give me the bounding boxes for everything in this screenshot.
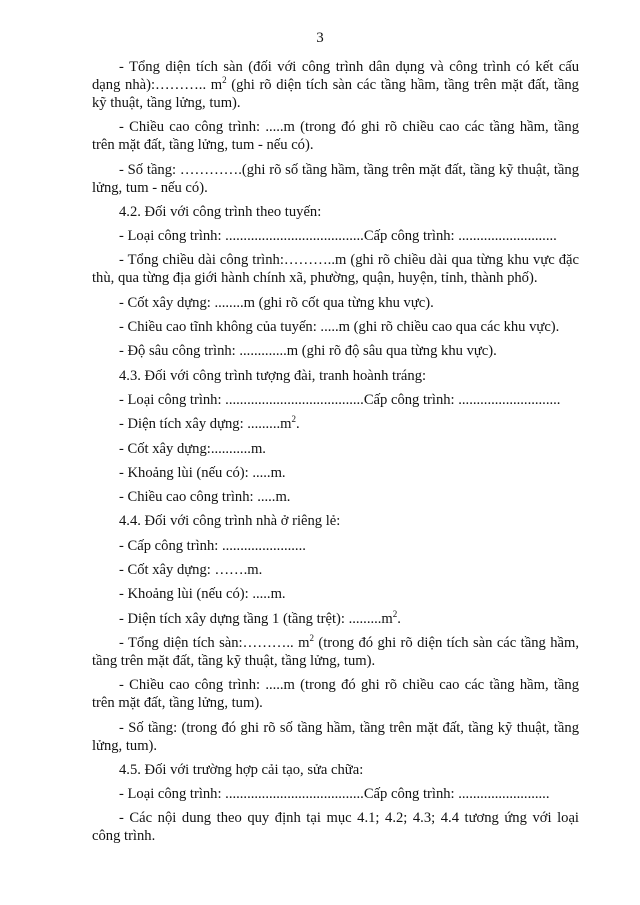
paragraph-monument-elevation: - Cốt xây dựng:...........m. [119,440,266,457]
paragraph-renovation-type-grade: - Loại công trình: ......................................Cấp công trình: ......................... [119,786,550,803]
paragraph-house-grade: - Cấp công trình: ....................... [119,537,306,554]
paragraph-house-total-floor-area: - Tổng diện tích sàn:……….. $m^2$ (trong đó ghi rõ diện tích sàn các tầng hầm, tầng trên mặt đất, tầng kỹ thuật, tầng lửng, tum). [92,633,580,669]
paragraph-house-floor-count: - Số tầng: (trong đó ghi rõ số tầng hầm, tầng trên mặt đất, tầng kỹ thuật, tầng lửng, tum). [92,719,579,754]
paragraph-house-elevation: - Cốt xây dựng: …….m. [119,562,263,579]
paragraph-route-depth: - Độ sâu công trình: .............m (ghi rõ độ sâu qua từng khu vực). [119,343,497,360]
page-number: 3 [316,30,324,46]
document-body [92,58,579,852]
heading-4-5: 4.5. Đối với trường hợp cải tạo, sửa chữa: [119,761,364,778]
paragraph-house-setback: - Khoảng lùi (nếu có): .....m. [119,586,286,603]
paragraph-house-height: - Chiều cao công trình: .....m (trong đó ghi rõ chiều cao các tầng hầm, tầng trên mặt đất, tầng lửng, tum). [92,677,579,712]
paragraph-route-elevation: - Cốt xây dựng: ........m (ghi rõ cốt qua từng khu vực). [119,294,434,311]
heading-4-3: 4.3. Đối với công trình tượng đài, tranh hoành tráng: [119,367,427,384]
paragraph-house-ground-floor-area: - Diện tích xây dựng tầng 1 (tầng trệt): $.........m^2$. [119,608,401,627]
paragraph-monument-setback: - Khoảng lùi (nếu có): .....m. [119,464,286,481]
paragraph-building-height: - Chiều cao công trình: .....m (trong đó ghi rõ chiều cao các tầng hầm, tầng trên mặt đất, tầng lửng, tum - nếu có). [92,119,579,154]
paragraph-renovation-content: - Các nội dung theo quy định tại mục 4.1; 4.2; 4.3; 4.4 tương ứng với loại công trình. [92,810,579,845]
paragraph-floor-count: - Số tầng: ………….(ghi rõ số tầng hầm, tầng trên mặt đất, tầng kỹ thuật, tầng lửng, tum - nếu có). [92,161,579,196]
heading-4-4: 4.4. Đối với công trình nhà ở riêng lẻ: [119,513,341,530]
paragraph-route-clearance: - Chiều cao tĩnh không của tuyến: .....m (ghi rõ chiều cao qua các khu vực). [119,319,560,336]
paragraph-route-type-grade: - Loại công trình: ......................................Cấp công trình: ........................... [119,228,557,245]
paragraph-total-floor-area: - Tổng diện tích sàn (đối với công trình dân dụng và công trình có kết cấu dạng nhà):……….. $m^2$ (ghi rõ diện tích sàn các tầng hầm, tầng trên mặt đất, tầng kỹ thuật, tầng lửng, tum). [92,59,579,111]
paragraph-monument-height: - Chiều cao công trình: .....m. [119,489,291,506]
paragraph-monument-type-grade: - Loại công trình: ......................................Cấp công trình: ............................ [119,391,561,408]
heading-4-2: 4.2. Đối với công trình theo tuyến: [119,203,322,220]
paragraph-route-length: - Tổng chiều dài công trình:………..m (ghi rõ chiều dài qua từng khu vực đặc thù, qua từng địa giới hành chính xã, phường, quận, huyện, tỉnh, thành phố). [92,252,579,287]
paragraph-monument-area: - Diện tích xây dựng: $.........m^2$. [119,414,300,433]
